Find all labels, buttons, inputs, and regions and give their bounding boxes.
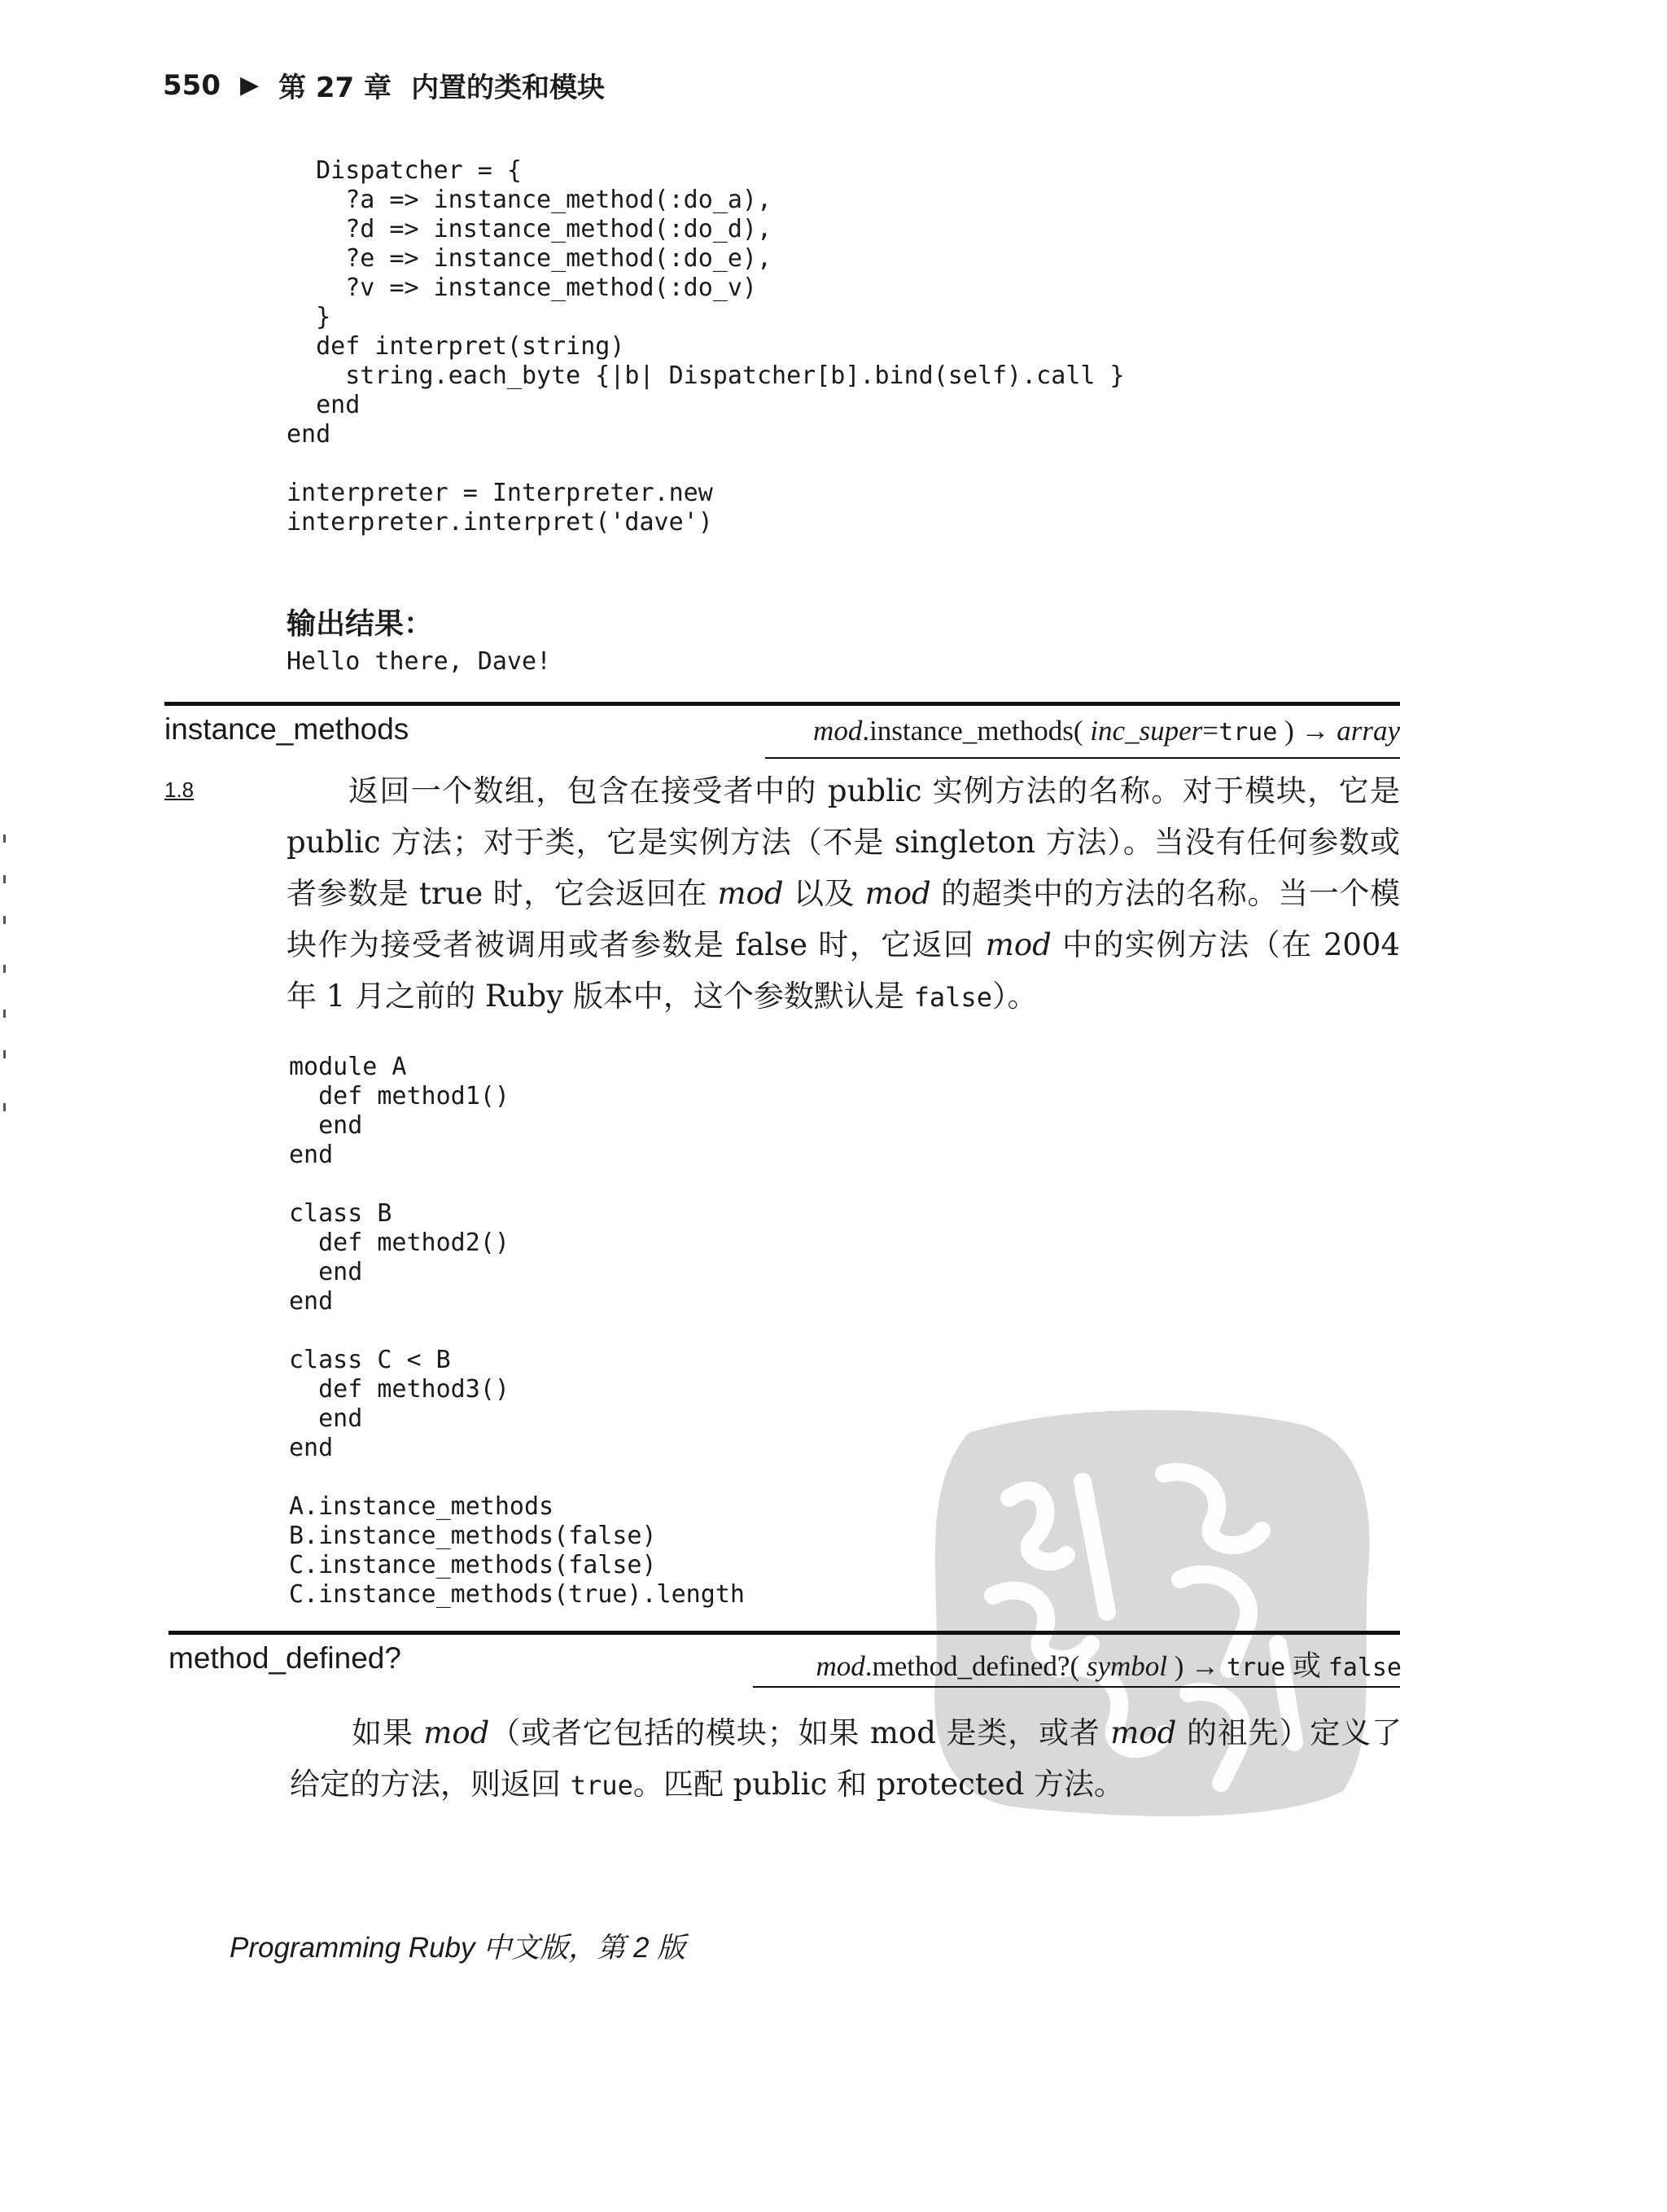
section-rule-top	[164, 702, 1400, 706]
paragraph-instance-methods: 返回一个数组，包含在接受者中的 public 实例方法的名称。对于模块，它是 public 方法；对于类，它是实例方法（不是 singleton 方法）。当没有任何参数或者参数是 true 时，它会返回在 mod 以及 mod 的超类中的方法的名称。当一个模块作为接受者被调用或者参数是 false 时，它返回 mod 中的实例方法（在 2004 年 1 月之前的 Ruby 版本中，这个参数默认是 false）。	[287, 773, 1400, 1014]
scan-mark	[3, 1010, 6, 1018]
signature-underline	[753, 1686, 1400, 1688]
scan-mark	[3, 875, 6, 883]
signature-method-defined: mod.method_defined?( symbol ) → true 或 false	[816, 1650, 1402, 1682]
signature-underline	[765, 757, 1400, 759]
chapter-title: 内置的类和模块	[411, 72, 606, 104]
signature-instance-methods: mod.instance_methods( inc_super=true ) → array	[813, 715, 1400, 747]
version-tag: 1.8	[164, 777, 195, 802]
scan-mark	[3, 965, 6, 973]
method-name-method-defined: method_defined?	[168, 1641, 401, 1675]
output-label: 输出结果：	[287, 607, 434, 641]
running-header	[163, 65, 605, 105]
paragraph-method-defined: 如果 mod（或者它包括的模块；如果 mod 是类，或者 mod 的祖先）定义了给定的方法，则返回 true。匹配 public 和 protected 方法。	[290, 1715, 1402, 1802]
scan-mark	[3, 1050, 6, 1058]
code-block-instance-methods: module A def method1() end end class B def method2() end end class C < B def method3() end end A.instance_methods B.instance_methods(false) C.instance_methods(false) C.instance_methods(true).length	[289, 1053, 745, 1609]
output-text: Hello there, Dave!	[287, 647, 552, 676]
code-block-dispatcher: Dispatcher = { ?a => instance_method(:do_a), ?d => instance_method(:do_d), ?e => instance_method(:do_e), ?v => instance_method(:do_v) } def interpret(string) string.each_byte {|b| Dispatcher[b].bind(self).call } end end interpreter = Interpreter.new interpreter.interpret('dave')	[287, 156, 1125, 537]
scan-mark	[3, 834, 6, 843]
page-number: 550	[163, 68, 221, 102]
scan-mark	[3, 916, 6, 924]
section-rule-method-defined	[168, 1631, 1400, 1635]
method-name-instance-methods: instance_methods	[164, 712, 409, 746]
chapter-number: 第 27 章	[278, 72, 392, 104]
arrow-right-icon: ▶	[239, 71, 260, 99]
scan-mark	[3, 1103, 6, 1111]
page-footer: Programming Ruby 中文版，第 2 版	[230, 1932, 686, 1964]
